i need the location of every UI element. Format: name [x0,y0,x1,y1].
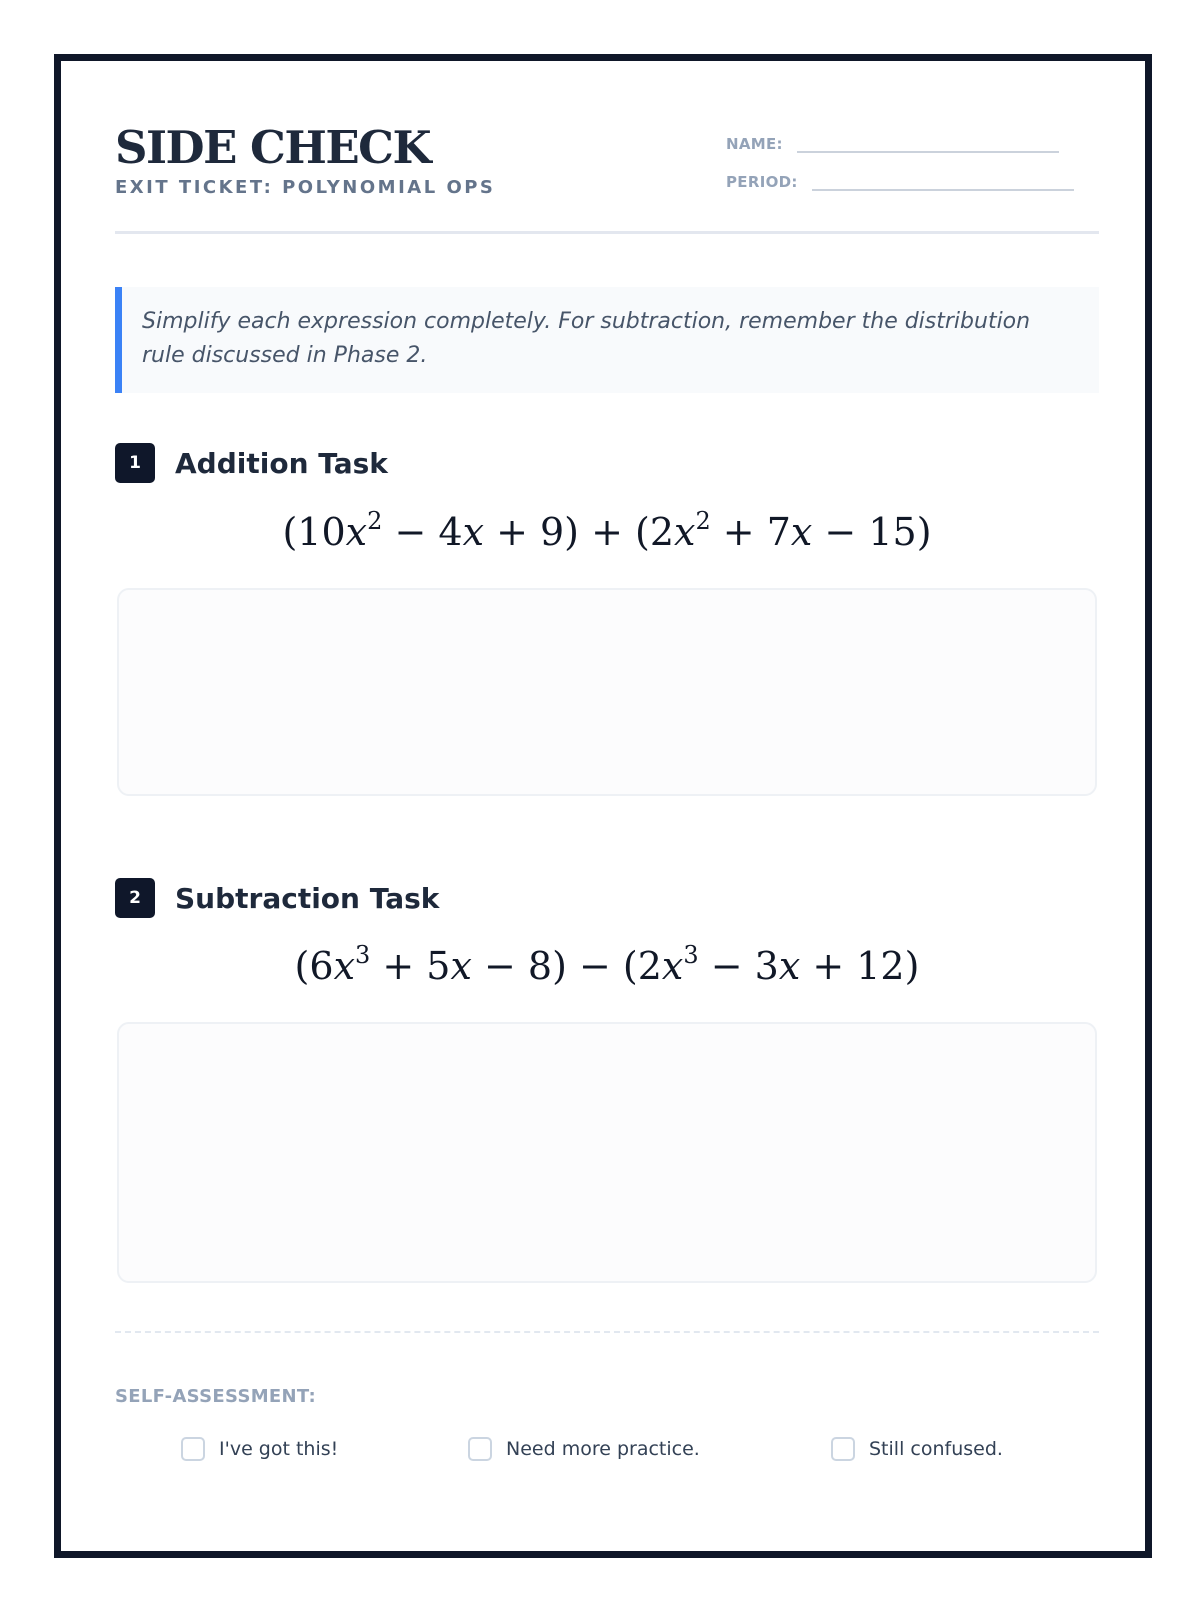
checkbox[interactable] [468,1437,492,1461]
section-divider [115,1331,1099,1333]
task-2-expression: $(6x^3 + 5x - 8) - (2x^3 - 3x + 12)$ [294,941,920,988]
instructions: Simplify each expression completely. For subtraction, remember the distribution rule discussed in Phase 2. [115,287,1099,393]
period-input-line[interactable] [812,167,1074,191]
task-2-header [115,878,439,918]
name-input-line[interactable] [797,129,1059,153]
task-2-answer-box[interactable] [117,1022,1097,1283]
checkbox[interactable] [831,1437,855,1461]
period-field [726,167,1074,191]
self-assessment-option-got-this[interactable] [181,1437,338,1461]
task-1-number-badge: 1 [115,443,155,483]
period-label: PERIOD: [726,173,798,191]
exit-ticket-sheet [54,54,1152,1558]
page-title: SIDE CHECK [115,121,431,174]
task-1-answer-box[interactable] [117,588,1097,796]
checkbox[interactable] [181,1437,205,1461]
self-assessment-option-still-confused[interactable] [831,1437,1003,1461]
task-1-expression: $(10x^2 - 4x + 9) + (2x^2 + 7x - 15)$ [282,507,932,554]
task-2-title: Subtraction Task [175,881,440,915]
page-subtitle: EXIT TICKET: POLYNOMIAL OPS [115,177,496,198]
self-assessment-label: SELF-ASSESSMENT: [115,1386,316,1407]
task-1-header [115,443,388,483]
option-label: Need more practice. [506,1438,700,1460]
name-label: NAME: [726,135,783,153]
task-1-title: Addition Task [175,446,388,480]
self-assessment-option-more-practice[interactable] [468,1437,700,1461]
option-label: I've got this! [219,1438,339,1460]
task-2-number-badge: 2 [115,878,155,918]
option-label: Still confused. [869,1438,1003,1460]
name-field [726,129,1059,153]
